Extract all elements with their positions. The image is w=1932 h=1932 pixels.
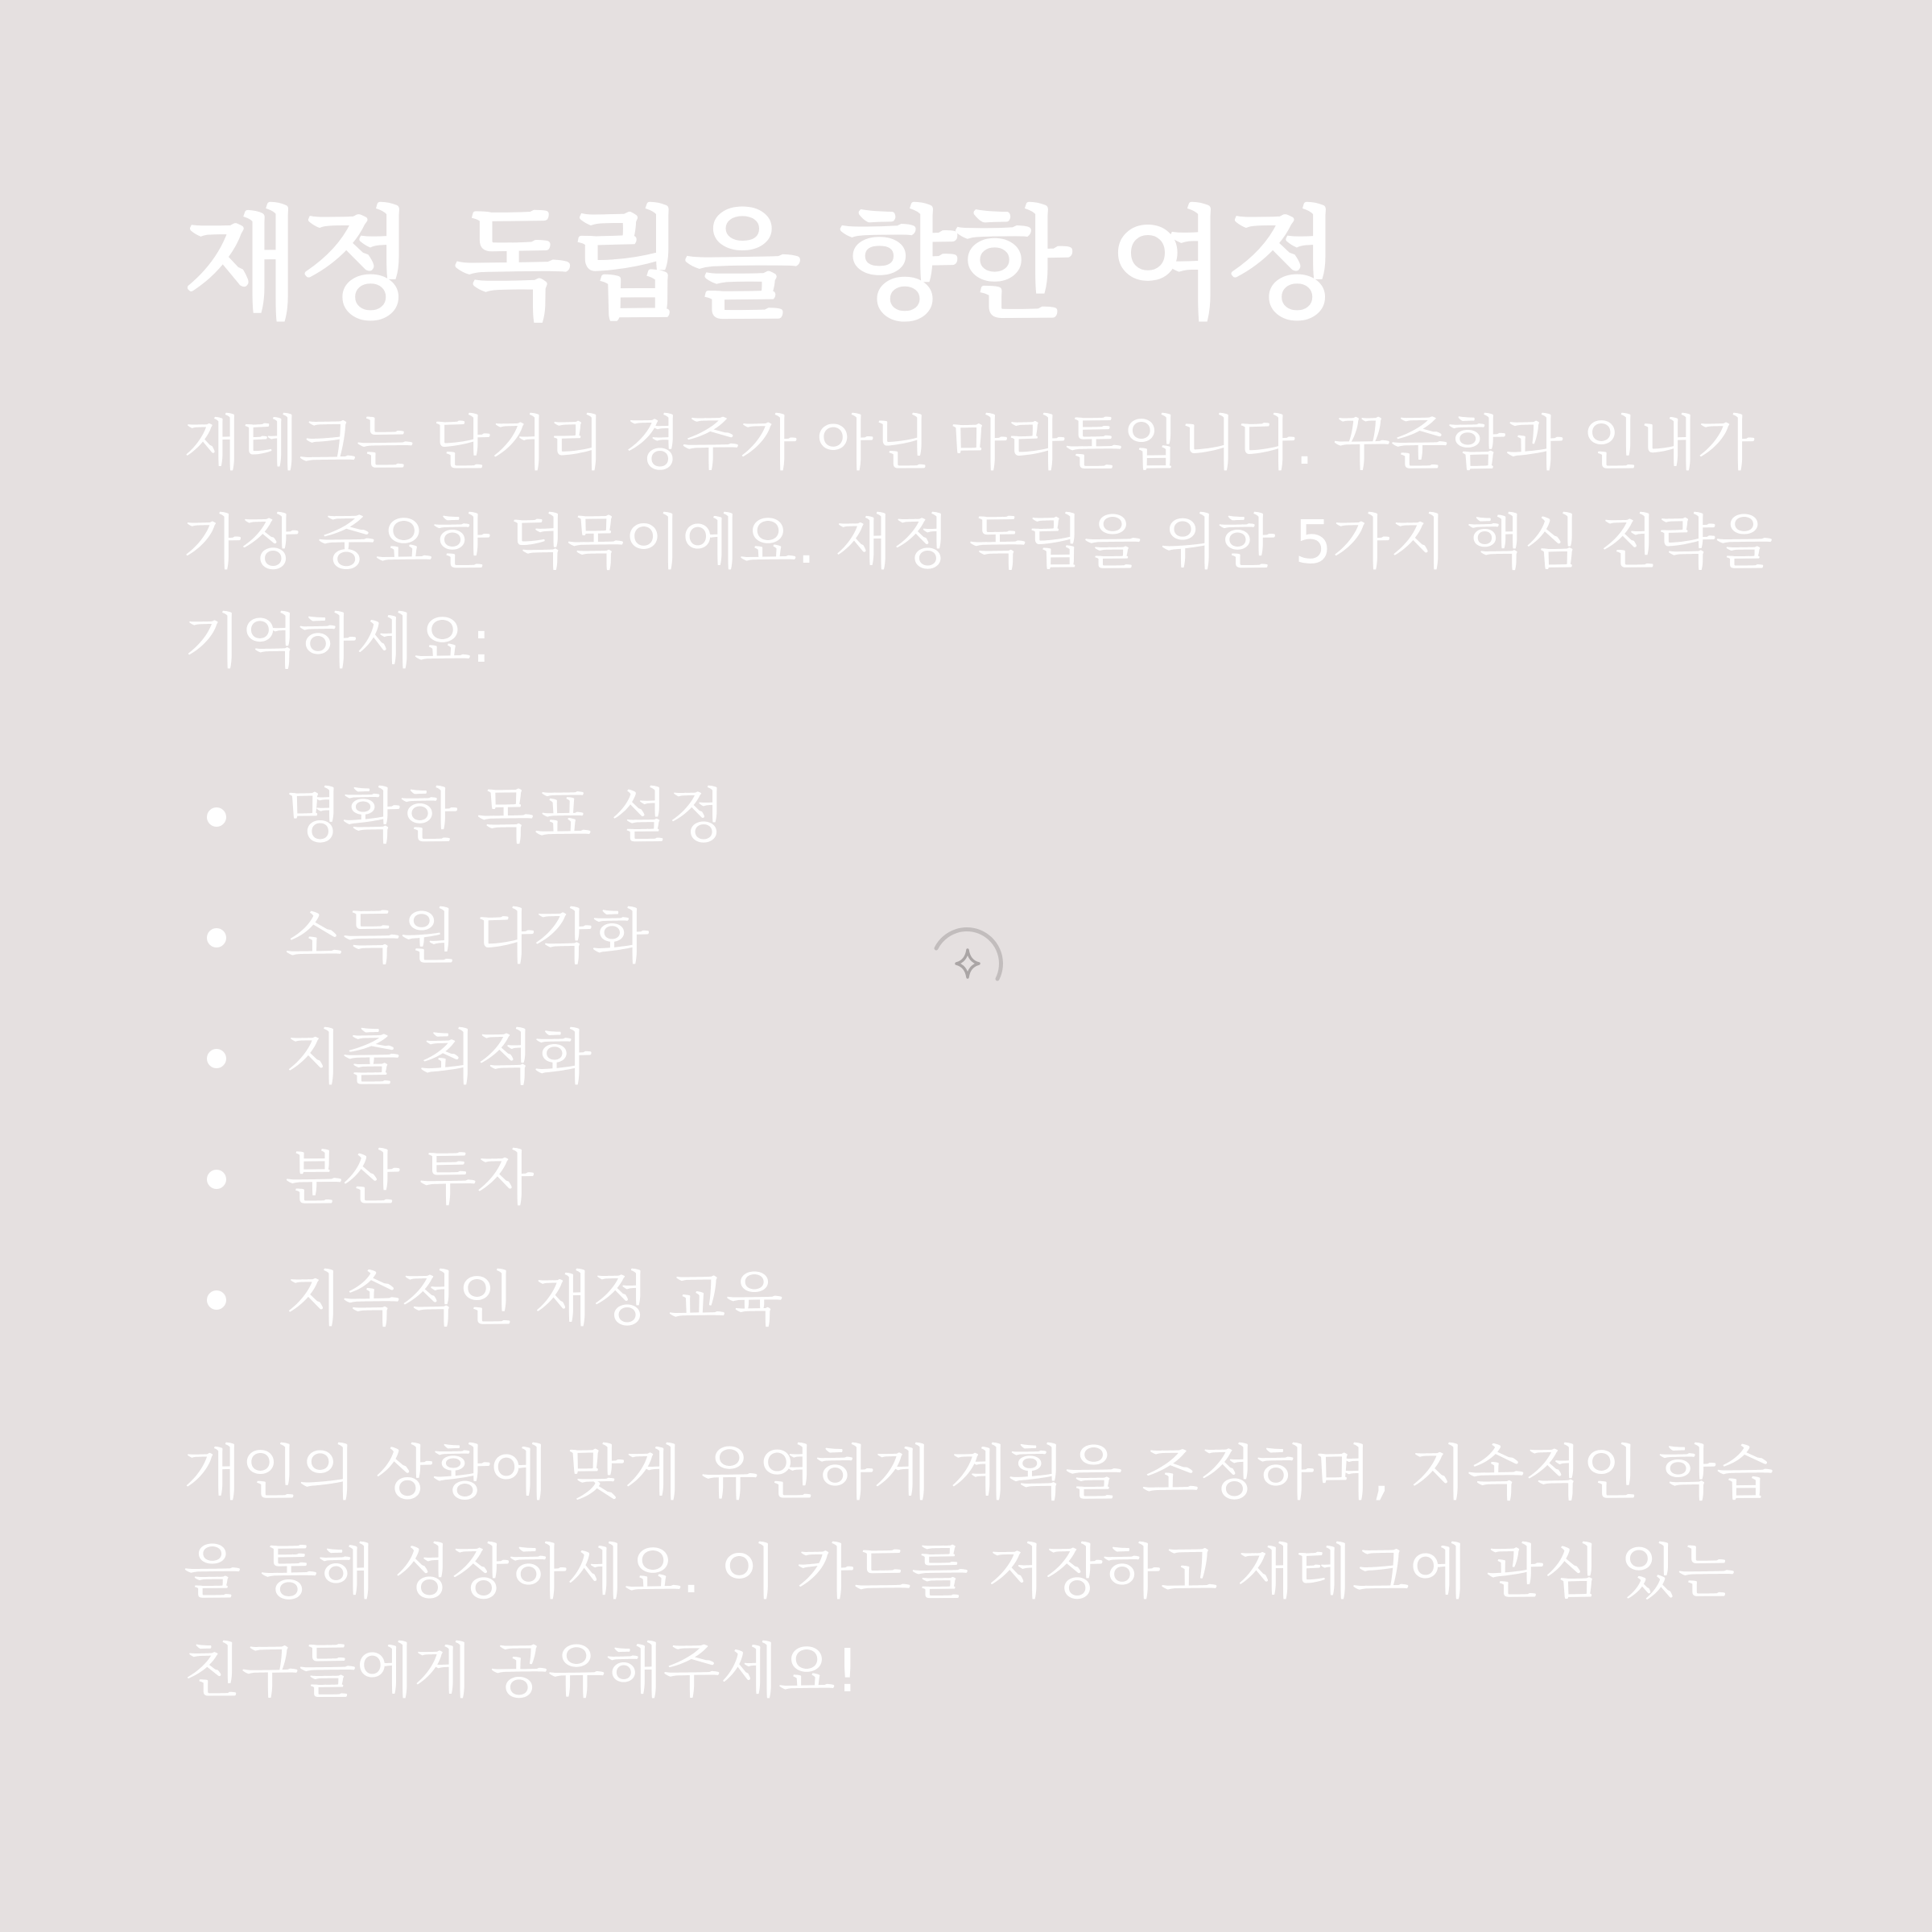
- list-item: [184, 1118, 1794, 1239]
- bullet-dot-icon: [207, 1290, 226, 1310]
- list-item-label: 지속적인 재정 교육: [285, 1265, 783, 1334]
- list-item-label: 명확한 목표 설정: [285, 782, 726, 851]
- list-item-label: 지출 최적화: [285, 1023, 592, 1092]
- list-item-label: 분산 투자: [285, 1144, 535, 1213]
- strategy-list: [184, 756, 1794, 1360]
- list-item: [184, 756, 1794, 877]
- list-item: [184, 997, 1794, 1118]
- card-title: 재정 독립을 향한 여정: [184, 196, 1340, 336]
- loading-sparkle-icon: [930, 926, 1007, 1003]
- list-item-label: 소득원 다각화: [285, 902, 650, 972]
- bullet-dot-icon: [207, 928, 226, 947]
- closing-paragraph: 개인의 상황에 맞게 유연하게 계획을 조정하며, 지속적인 학습을 통해 성장하세요. 이 카드를 저장하고 재테크에 관심 있는 친구들에게 공유해주세요!: [184, 1439, 1774, 1706]
- intro-paragraph: 재테크는 단거리 경주가 아닌 마라톤입니다. 꾸준함과 인내가 가장 중요한 덕목이에요. 재정 독립을 위한 5가지 핵심 전략을 기억하세요:: [184, 409, 1773, 676]
- bullet-dot-icon: [207, 1170, 226, 1189]
- bullet-dot-icon: [207, 807, 226, 827]
- list-item: [184, 1239, 1794, 1360]
- bullet-dot-icon: [207, 1049, 226, 1068]
